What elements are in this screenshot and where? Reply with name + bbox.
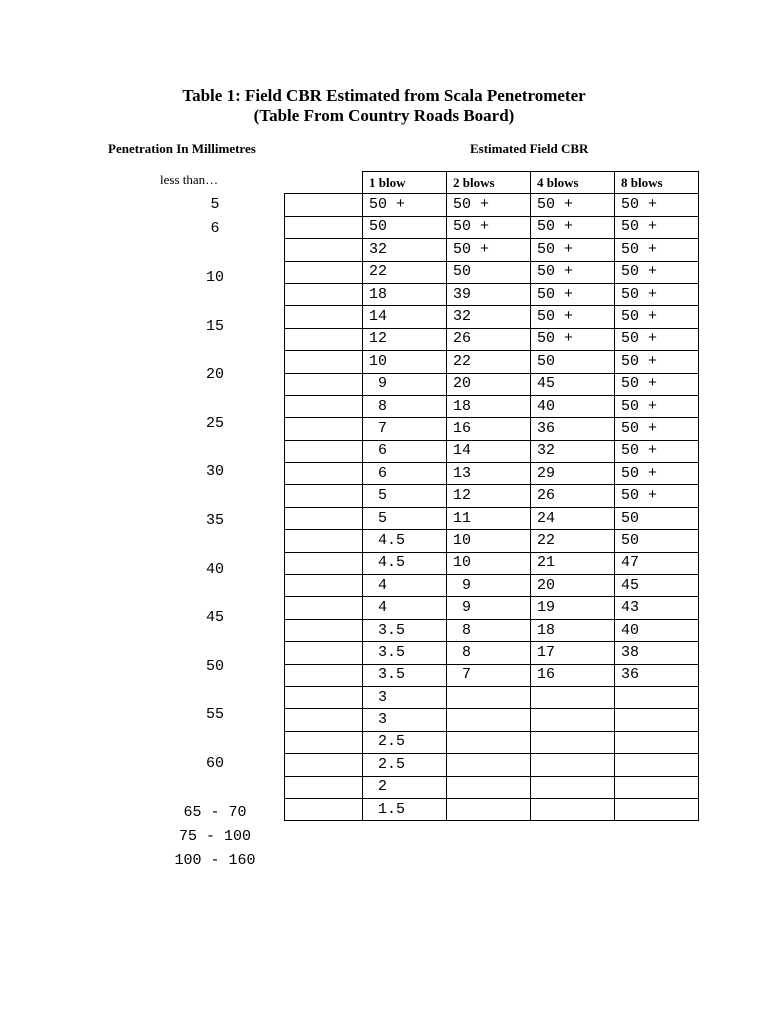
cbr-value-cell [531,798,615,820]
cbr-value-cell [531,686,615,708]
cbr-value-cell: 14 [363,306,447,328]
cbr-value-cell: 29 [531,463,615,485]
cbr-value-cell: 24 [531,507,615,529]
row-blank-cell [285,664,363,686]
cbr-value-cell: 6 [363,440,447,462]
cbr-value-cell: 32 [363,239,447,261]
cbr-value-cell: 7 [363,418,447,440]
penetration-value: 35 [205,511,224,529]
cbr-value-cell: 50 + [447,216,531,238]
row-blank-cell [285,507,363,529]
cbr-value-cell: 50 + [531,216,615,238]
penetration-value: 15 [205,317,224,335]
cbr-value-cell [447,776,531,798]
row-blank-cell [285,395,363,417]
cbr-value-cell: 50 + [615,216,699,238]
penetration-value: 60 [205,754,224,772]
cbr-value-cell [531,709,615,731]
cbr-value-cell: 9 [447,575,531,597]
cbr-value-cell: 50 + [615,351,699,373]
cbr-heading: Estimated Field CBR [470,141,589,156]
cbr-value-cell: 50 + [615,194,699,216]
cbr-value-cell: 3 [363,686,447,708]
cbr-value-cell: 8 [447,642,531,664]
cbr-value-cell: 4 [363,597,447,619]
cbr-value-cell: 50 + [531,261,615,283]
cbr-value-cell: 22 [363,261,447,283]
penetration-heading: Penetration In Millimetres [108,141,256,156]
table-row [285,552,699,574]
cbr-value-cell: 3.5 [363,642,447,664]
column-header: 8 blows [615,172,699,194]
row-blank-cell [285,575,363,597]
cbr-value-cell: 10 [363,351,447,373]
cbr-value-cell: 2.5 [363,754,447,776]
cbr-value-cell [615,731,699,753]
row-blank-cell [285,798,363,820]
cbr-value-cell [447,731,531,753]
penetration-value: 20 [205,366,224,384]
cbr-value-cell: 14 [447,440,531,462]
cbr-value-cell: 50 + [447,239,531,261]
cbr-value-cell: 4.5 [363,530,447,552]
cbr-value-cell [615,709,699,731]
cbr-value-cell: 50 + [615,395,699,417]
penetration-value: 45 [205,609,224,627]
cbr-table [284,171,699,821]
table-row [285,597,699,619]
table-row [285,283,699,305]
cbr-value-cell: 50 + [531,306,615,328]
penetration-value: 6 [210,220,220,238]
cbr-value-cell: 20 [447,373,531,395]
row-blank-cell [285,731,363,753]
table-row [285,530,699,552]
cbr-value-cell: 2 [363,776,447,798]
cbr-value-cell: 50 + [615,239,699,261]
cbr-value-cell: 9 [363,373,447,395]
cbr-value-cell: 3 [363,709,447,731]
cbr-value-cell: 50 + [615,328,699,350]
cbr-value-cell: 50 [531,351,615,373]
header-spacer-cell [285,172,363,194]
cbr-value-cell: 26 [447,328,531,350]
penetration-value: 100 - 160 [174,852,256,870]
penetration-value: 55 [205,706,224,724]
penetration-value: 65 - 70 [183,803,247,821]
row-blank-cell [285,552,363,574]
cbr-value-cell [531,776,615,798]
row-blank-cell [285,328,363,350]
cbr-value-cell [531,754,615,776]
row-blank-cell [285,261,363,283]
cbr-value-cell: 10 [447,530,531,552]
table-row [285,642,699,664]
table-row [285,194,699,216]
cbr-value-cell: 21 [531,552,615,574]
row-blank-cell [285,597,363,619]
column-header: 4 blows [531,172,615,194]
table-row [285,306,699,328]
cbr-value-cell: 45 [615,575,699,597]
cbr-value-cell [615,798,699,820]
cbr-value-cell: 50 [447,261,531,283]
cbr-value-cell: 50 + [363,194,447,216]
penetration-value: 50 [205,657,224,675]
cbr-value-cell: 39 [447,283,531,305]
table-row [285,463,699,485]
cbr-value-cell: 50 [615,507,699,529]
cbr-value-cell: 50 + [615,306,699,328]
cbr-value-cell: 40 [615,619,699,641]
cbr-value-cell: 4.5 [363,552,447,574]
cbr-value-cell: 40 [531,395,615,417]
cbr-value-cell: 50 + [615,373,699,395]
penetration-value: 5 [210,196,220,213]
cbr-value-cell: 6 [363,463,447,485]
cbr-value-cell: 16 [447,418,531,440]
cbr-value-cell: 36 [531,418,615,440]
cbr-value-cell: 8 [363,395,447,417]
cbr-value-cell: 20 [531,575,615,597]
cbr-value-cell: 8 [447,619,531,641]
table-row [285,619,699,641]
cbr-value-cell: 50 + [531,239,615,261]
cbr-value-cell [615,686,699,708]
cbr-value-cell: 32 [531,440,615,462]
row-blank-cell [285,619,363,641]
row-blank-cell [285,754,363,776]
penetration-value: 40 [205,560,224,578]
cbr-value-cell: 50 + [615,283,699,305]
cbr-value-cell: 50 + [447,194,531,216]
cbr-value-cell: 50 + [531,194,615,216]
cbr-value-cell: 12 [447,485,531,507]
cbr-value-cell: 32 [447,306,531,328]
row-blank-cell [285,686,363,708]
row-blank-cell [285,440,363,462]
row-blank-cell [285,530,363,552]
cbr-value-cell: 13 [447,463,531,485]
cbr-value-cell: 17 [531,642,615,664]
cbr-value-cell [615,754,699,776]
row-blank-cell [285,485,363,507]
table-row [285,686,699,708]
cbr-value-cell: 18 [363,283,447,305]
cbr-value-cell: 10 [447,552,531,574]
column-header: 1 blow [363,172,447,194]
table-row [285,664,699,686]
penetration-value: 10 [205,268,224,286]
table-row [285,328,699,350]
cbr-value-cell: 1.5 [363,798,447,820]
row-blank-cell [285,776,363,798]
cbr-value-cell: 47 [615,552,699,574]
penetration-value: 30 [205,463,224,481]
cbr-value-cell: 50 + [615,485,699,507]
table-row [285,395,699,417]
penetration-value: 75 - 100 [178,827,251,845]
cbr-value-cell: 26 [531,485,615,507]
cbr-value-cell: 9 [447,597,531,619]
table-row [285,485,699,507]
cbr-value-cell: 50 + [615,418,699,440]
cbr-value-cell [447,754,531,776]
cbr-value-cell: 5 [363,507,447,529]
cbr-value-cell: 36 [615,664,699,686]
row-blank-cell [285,351,363,373]
row-blank-cell [285,463,363,485]
cbr-value-cell [447,686,531,708]
cbr-value-cell: 7 [447,664,531,686]
cbr-value-cell: 4 [363,575,447,597]
row-blank-cell [285,283,363,305]
cbr-value-cell [447,798,531,820]
cbr-value-cell: 50 + [615,463,699,485]
cbr-value-cell: 18 [447,395,531,417]
penetration-value: 25 [205,414,224,432]
table-row [285,754,699,776]
cbr-value-cell: 2.5 [363,731,447,753]
column-header: 2 blows [447,172,531,194]
cbr-value-cell: 3.5 [363,664,447,686]
cbr-value-cell: 43 [615,597,699,619]
cbr-value-cell: 50 + [615,440,699,462]
table-row [285,776,699,798]
table-header-row [285,172,699,194]
cbr-value-cell: 3.5 [363,619,447,641]
table-subtitle: (Table From Country Roads Board) [253,106,515,125]
table-row [285,418,699,440]
cbr-value-cell: 50 + [531,283,615,305]
row-blank-cell [285,418,363,440]
row-blank-cell [285,709,363,731]
table-row [285,351,699,373]
table-title: Table 1: Field CBR Estimated from Scala Penetrometer [182,86,586,105]
cbr-value-cell: 12 [363,328,447,350]
less-than-label: less than… [160,172,219,187]
cbr-value-cell: 16 [531,664,615,686]
cbr-value-cell [531,731,615,753]
cbr-value-cell: 11 [447,507,531,529]
cbr-value-cell [447,709,531,731]
cbr-value-cell: 50 + [531,328,615,350]
row-blank-cell [285,306,363,328]
cbr-value-cell: 45 [531,373,615,395]
cbr-value-cell: 18 [531,619,615,641]
cbr-value-cell: 50 [363,216,447,238]
cbr-value-cell: 50 + [615,261,699,283]
table-row [285,440,699,462]
table-row [285,731,699,753]
row-blank-cell [285,216,363,238]
row-blank-cell [285,642,363,664]
cbr-value-cell: 22 [531,530,615,552]
cbr-value-cell [615,776,699,798]
cbr-value-cell: 50 [615,530,699,552]
cbr-value-cell: 19 [531,597,615,619]
table-row [285,261,699,283]
table-row [285,575,699,597]
cbr-value-cell: 38 [615,642,699,664]
row-blank-cell [285,239,363,261]
cbr-value-cell: 22 [447,351,531,373]
row-blank-cell [285,194,363,216]
cbr-value-cell: 5 [363,485,447,507]
table-row [285,709,699,731]
table-row [285,239,699,261]
table-row [285,373,699,395]
table-row [285,216,699,238]
row-blank-cell [285,373,363,395]
table-row [285,798,699,820]
table-row [285,507,699,529]
